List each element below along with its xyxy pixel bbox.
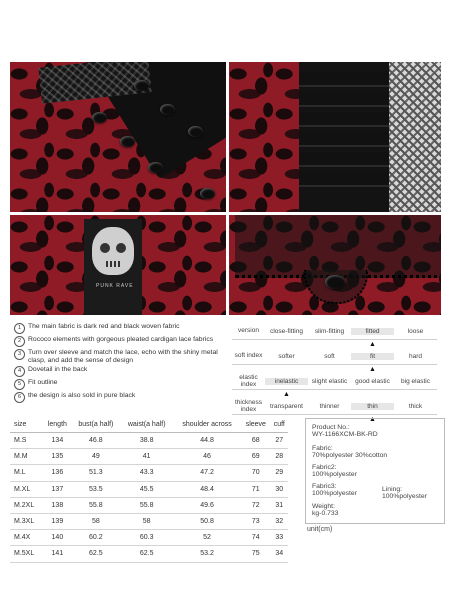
button-icon <box>188 126 203 137</box>
size-table <box>10 416 288 563</box>
index-row-version: version close-fitting slim-fitting fitted loose <box>232 324 437 340</box>
fabric-label: Fabric: <box>312 445 333 452</box>
button-icon <box>160 104 175 115</box>
product-photo-pocket <box>229 215 441 315</box>
product-photo-label <box>10 215 226 315</box>
selected-arrow-icon: ▲ <box>369 366 376 373</box>
product-info-box <box>305 418 445 524</box>
selected-arrow-icon: ▲ <box>369 341 376 348</box>
unit-label: unit(cm) <box>307 526 333 533</box>
fabric3-value: 100%polyester <box>312 490 357 497</box>
index-table <box>232 324 437 424</box>
table-row: M.M 135 49 41 46 69 28 <box>10 449 288 465</box>
table-row: M.4X 140 60.2 60.3 52 74 33 <box>10 530 288 546</box>
pleated-lace <box>299 62 389 212</box>
button-icon <box>120 136 135 147</box>
button-icon <box>134 80 149 91</box>
feature-item: 2 Rococo elements with gorgeous pleated cardigan lace fabrics <box>14 336 219 347</box>
product-no: WY-1166XCM-BK-RD <box>312 431 378 438</box>
table-row: M.2XL 138 55.8 55.8 49.6 72 31 <box>10 497 288 513</box>
button-icon <box>148 162 163 173</box>
fabric3-label: Fabric3: <box>312 483 337 490</box>
button-icon <box>200 188 215 199</box>
index-row-elastic: elastic index inelastic slight elastic good elastic big elastic <box>232 374 437 390</box>
lining-label: Lining: <box>382 486 403 493</box>
table-row: M.XL 137 53.5 45.5 48.4 71 30 <box>10 481 288 497</box>
fabric2-label: Fabric2: <box>312 464 337 471</box>
index-row-thickness: thickness index transparent thinner thin thick <box>232 399 437 415</box>
selected-arrow-icon: ▲ <box>283 391 290 398</box>
table-row: M.5XL 141 62.5 62.5 53.2 75 34 <box>10 546 288 562</box>
product-no-label: Product No.: <box>312 424 350 431</box>
feature-item: 1 The main fabric is dark red and black woven fabric <box>14 323 219 334</box>
skull-icon <box>92 227 134 275</box>
fabric-value: 70%polyester 30%cotton <box>312 452 388 459</box>
feature-item: 5 Fit outline <box>14 379 219 390</box>
index-row-soft: soft index softer soft fit hard <box>232 349 437 365</box>
button-icon <box>92 112 107 123</box>
weight-label: Weight: <box>312 503 335 510</box>
feature-item: 3 Turn over sleeve and match the lace, echo with the shiny metal clasp, and add the sense of design <box>14 349 219 364</box>
selected-arrow-icon: ▲ <box>369 416 376 423</box>
pocket-flap <box>235 215 441 278</box>
table-row: M.L 136 51.3 43.3 47.2 70 29 <box>10 465 288 481</box>
lining-value: 100%polyester <box>382 493 427 500</box>
button-icon <box>325 275 345 289</box>
feature-item: 6 the design is also sold in pure black <box>14 392 219 403</box>
table-row: M.S 134 46.8 38.8 44.8 68 27 <box>10 433 288 449</box>
product-photo-lace <box>229 62 441 212</box>
product-photo-cuff <box>10 62 226 212</box>
brand-label <box>84 219 142 315</box>
brand-label-text: PUNK RAVE <box>96 283 134 289</box>
size-table-header: size length bust(a half) waist(a half) shoulder across sleeve cuff <box>10 416 288 433</box>
feature-list <box>14 323 219 405</box>
fabric2-value: 100%polyester <box>312 471 357 478</box>
weight-value: kg-0.733 <box>312 510 339 517</box>
table-row: M.3XL 139 58 58 50.8 73 32 <box>10 513 288 529</box>
feature-item: 4 Dovetail in the back <box>14 366 219 377</box>
